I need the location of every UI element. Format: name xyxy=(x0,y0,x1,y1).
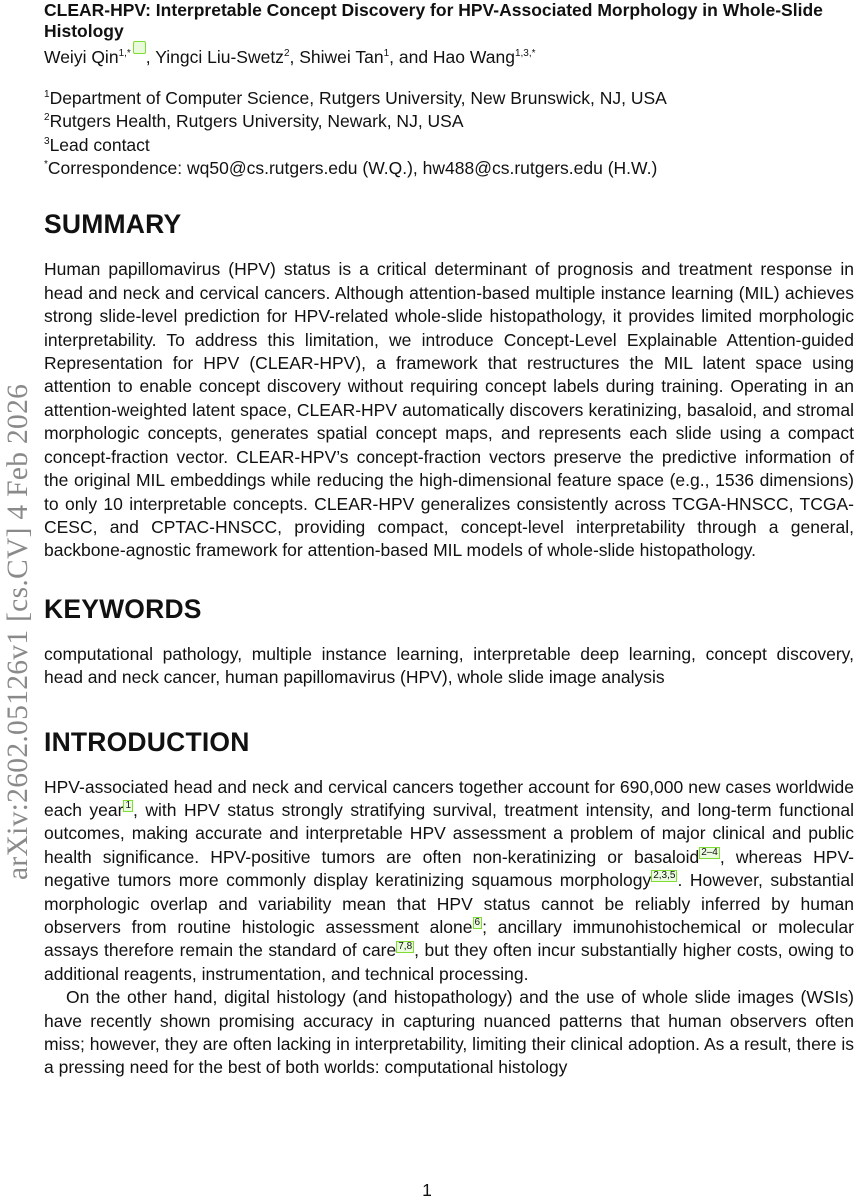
author-name: Hao Wang xyxy=(432,46,515,67)
affiliation-line xyxy=(44,134,854,157)
keywords-heading: KEYWORDS xyxy=(44,593,202,624)
author-separator: , xyxy=(289,46,300,67)
summary-text: Human papillomavirus (HPV) status is a critical determinant of prognosis and treatment response in head and neck and cervical cancers. Although attention-based multiple instance learning (MIL) achieves strong slide-level prediction for HPV-related whole-slide histopathology, it provides limited morphologic interpretability. To address this limitation, we introduce Concept-Level Explainable Attention-guided Representation for HPV (CLEAR-HPV), a framework that restructures the MIL latent space using attention to enable concept discovery without requiring concept labels during training. Operating in an attention-weighted latent space, CLEAR-HPV automatically discovers keratinizing, basaloid, and stromal morphologic concepts, generates spatial concept maps, and represents each slide using a compact concept-fraction vector. CLEAR-HPV’s concept-fraction vectors preserve the predictive information of the original MIL embeddings while reducing the high-dimensional feature space (e.g., 1536 dimensions) to only 10 interpretable concepts. CLEAR-HPV generalizes consistently across TCGA-HNSCC, TCGA-CESC, and CPTAC-HNSCC, providing compact, concept-level interpretability through a general, backbone-agnostic framework for attention-based MIL models of whole-slide histopathology. xyxy=(44,259,854,561)
orcid-icon[interactable] xyxy=(133,41,146,54)
introduction-paragraph-2: On the other hand, digital histology (and histopathology) and the use of whole slide images (WSIs) have recently shown promising accuracy in capturing nuanced patterns that human observers often miss; however, they are often lacking in interpretability, limiting their clinical adoption. As a result, there is a pressing need for the best of both worlds: computational histology xyxy=(44,987,854,1078)
introduction-paragraph-1 xyxy=(44,776,854,987)
paragraph-text: , whereas HPV-negative tumors more commonly display keratinizing squamous morphology xyxy=(44,846,854,891)
author-affiliation-marker: 2 xyxy=(283,48,290,59)
paper-title: CLEAR-HPV: Interpretable Concept Discovery for HPV-Associated Morphology in Whole-Slide Histology xyxy=(44,0,823,41)
affiliation-line xyxy=(44,157,854,180)
author-name: Weiyi Qin xyxy=(44,46,119,67)
citation-link[interactable]: 7,8 xyxy=(398,940,413,952)
paragraph-text: , but they often incur substantially higher costs, owing to additional reagents, instrumentation, and technical processing. xyxy=(44,940,854,984)
paragraph-text: ; ancillary immunohistochemical or molecular assays therefore remain the standard of care xyxy=(44,916,854,961)
paper-page xyxy=(44,0,854,1080)
affiliation-text: Correspondence: wq50@cs.rutgers.edu (W.Q.), hw488@cs.rutgers.edu (H.W.) xyxy=(47,158,658,179)
author-list xyxy=(44,43,854,68)
introduction-heading: INTRODUCTION xyxy=(44,726,250,757)
author-affiliation-marker: 1,* xyxy=(118,48,131,59)
arxiv-stamp: arXiv:2602.05126v1 [cs.CV] 4 Feb 2026 xyxy=(2,383,34,880)
author-separator: , xyxy=(145,46,156,67)
citation-link[interactable]: 6 xyxy=(474,917,481,929)
affiliation-marker: * xyxy=(44,159,48,171)
citation-link[interactable]: 2,3,5 xyxy=(653,870,676,882)
author-affiliation-marker: 1 xyxy=(383,48,390,59)
affiliation-line xyxy=(44,110,854,133)
author-separator: , and xyxy=(389,46,433,67)
affiliation-marker: 2 xyxy=(44,112,50,124)
affiliation-text: Lead contact xyxy=(49,134,150,155)
keywords-text: computational pathology, multiple instance learning, interpretable deep learning, concept discovery, head and neck cancer, human papillomavirus (HPV), whole slide image analysis xyxy=(44,643,854,688)
author-name: Shiwei Tan xyxy=(299,46,384,67)
summary-heading: SUMMARY xyxy=(44,209,182,240)
paragraph-text: HPV-associated head and neck and cervical cancers together account for 690,000 new cases worldwide each year xyxy=(44,776,854,820)
affiliation-text: Rutgers Health, Rutgers University, Newark, NJ, USA xyxy=(49,111,464,132)
citation-link[interactable]: 1 xyxy=(125,800,132,812)
citation-link[interactable]: 2–4 xyxy=(701,846,718,858)
page-number: 1 xyxy=(422,1180,432,1200)
author-affiliation-marker: 1,3,* xyxy=(514,48,536,59)
author-name: Yingci Liu-Swetz xyxy=(155,46,284,67)
paragraph-text: . However, substantial morphologic overlap and variability mean that HPV status cannot be reliably inferred by human observers from routine histologic assessment alone xyxy=(44,870,854,937)
affiliation-line xyxy=(44,87,854,110)
affiliation-text: Department of Computer Science, Rutgers University, New Brunswick, NJ, USA xyxy=(49,87,667,108)
affiliation-marker: 1 xyxy=(44,89,50,100)
paragraph-text: , with HPV status strongly stratifying survival, treatment intensity, and long-term functional outcomes, making accurate and interpretable HPV assessment a problem of major clinical and public health significance. HPV-positive tumors are often non-keratinizing or basaloid xyxy=(44,799,854,867)
affiliation-marker: 3 xyxy=(44,135,50,147)
affiliation-list xyxy=(44,87,854,181)
